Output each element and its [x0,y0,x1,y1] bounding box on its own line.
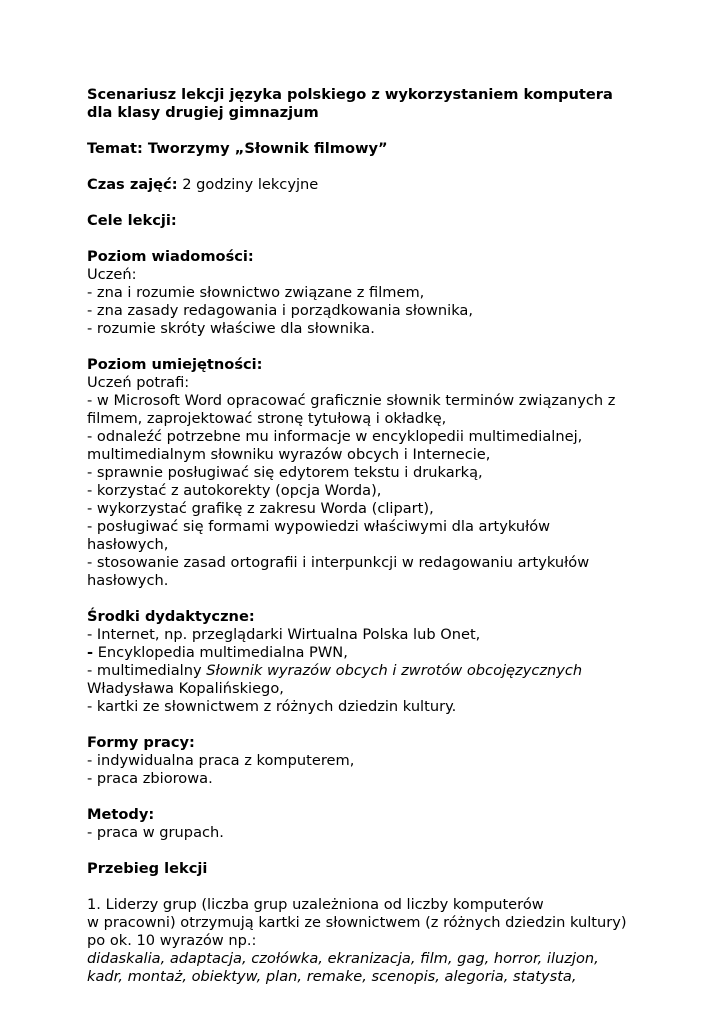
skills-line: hasłowych, [87,536,169,553]
course-terms-line: didaskalia, adaptacja, czołówka, ekranizacja, film, gag, horror, iluzjon, [87,950,599,967]
skills-heading: Poziom umiejętności: [87,356,263,373]
document-title-line-2: dla klasy drugiej gimnazjum [87,104,319,121]
skills-line: - korzystać z autokorekty (opcja Worda), [87,482,382,499]
skills-line: filmem, zaprojektować stronę tytułową i okładkę, [87,410,447,427]
lesson-topic: Temat: Tworzymy „Słownik filmowy” [87,140,388,157]
duration-label: Czas zajęć: [87,176,178,193]
knowledge-heading: Poziom wiadomości: [87,248,254,265]
means-bold-dash: - [87,644,94,661]
knowledge-intro: Uczeń: [87,266,137,283]
skills-line: multimedialnym słowniku wyrazów obcych i Internecie, [87,446,491,463]
methods-item: - praca w grupach. [87,824,224,841]
means-item [87,644,667,662]
means-heading: Środki dydaktyczne: [87,608,255,625]
forms-item: - praca zbiorowa. [87,770,213,787]
means-item-prefix: - multimedialny [87,662,207,679]
goals-heading: Cele lekcji: [87,212,177,229]
knowledge-item: - zna zasady redagowania i porządkowania słownika, [87,302,473,319]
lesson-duration [87,176,667,194]
skills-line: - odnaleźć potrzebne mu informacje w encyklopedii multimedialnej, [87,428,583,445]
knowledge-item: - zna i rozumie słownictwo związane z filmem, [87,284,425,301]
course-line: w pracowni) otrzymują kartki ze słownictwem (z różnych dziedzin kultury) [87,914,627,931]
knowledge-item: - rozumie skróty właściwe dla słownika. [87,320,375,337]
means-item: - Internet, np. przeglądarki Wirtualna Polska lub Onet, [87,626,481,643]
course-heading: Przebieg lekcji [87,860,208,877]
document-page [87,86,667,986]
skills-line: - wykorzystać grafikę z zakresu Worda (clipart), [87,500,434,517]
means-item: - kartki ze słownictwem z różnych dziedzin kultury. [87,698,457,715]
forms-heading: Formy pracy: [87,734,195,751]
methods-heading: Metody: [87,806,155,823]
means-item: Władysława Kopalińskiego, [87,680,284,697]
course-terms-line: kadr, montaż, obiektyw, plan, remake, scenopis, alegoria, statysta, [87,968,577,985]
skills-line: hasłowych. [87,572,169,589]
skills-line: - stosowanie zasad ortografii i interpunkcji w redagowaniu artykułów [87,554,590,571]
means-item-text: Encyklopedia multimedialna PWN, [93,644,348,661]
skills-line: - sprawnie posługiwać się edytorem tekstu i drukarką, [87,464,483,481]
document-title-line-1: Scenariusz lekcji języka polskiego z wykorzystaniem komputera [87,86,613,103]
skills-intro: Uczeń potrafi: [87,374,190,391]
skills-line: - w Microsoft Word opracować graficznie słownik terminów związanych z [87,392,616,409]
forms-item: - indywidualna praca z komputerem, [87,752,355,769]
course-line: 1. Liderzy grup (liczba grup uzależniona od liczby komputerów [87,896,544,913]
duration-value: 2 godziny lekcyjne [177,176,319,193]
dictionary-title: Słownik wyrazów obcych i zwrotów obcojęzycznych [206,662,583,679]
skills-line: - posługiwać się formami wypowiedzi właściwymi dla artykułów [87,518,551,535]
course-line: po ok. 10 wyrazów np.: [87,932,257,949]
means-item [87,662,667,680]
